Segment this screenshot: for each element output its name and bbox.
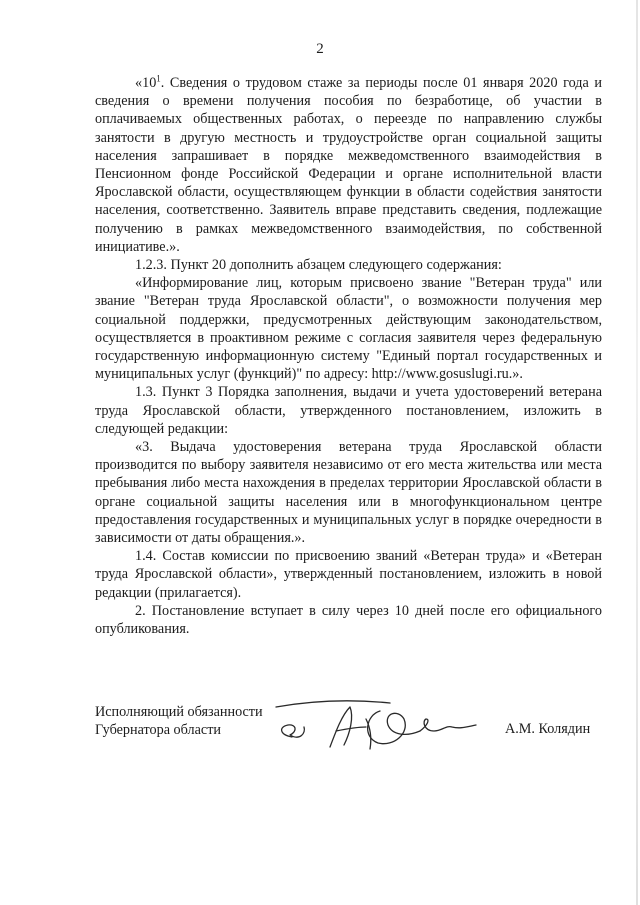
scan-edge [636,0,638,905]
paragraph-4: 1.3. Пункт 3 Порядка заполнения, выдачи и учета удостоверений ветерана труда Ярославской области, утвержденного постановлением, изложить в следующей редакции: [95,384,602,437]
signatory-name: А.М. Колядин [505,721,591,737]
signatory-title-line-1: Исполняющий обязанности [95,704,263,720]
signature-block [95,703,615,763]
superscript-1: 1 [156,73,161,84]
signatory-title [95,703,263,739]
paragraph-3: «Информирование лиц, которым присвоено звание "Ветеран труда" или звание "Ветеран труда Ярославской области", о возможности получения мер социальной поддержки, предусмотренных действующим законодательством, осуществляется в проактивном режиме с согласия заявителя через федеральную государственную информационную систему "Единый портал государственных и муниципальных услуг (функций)" по адресу: http://www.gosuslugi.ru.». [95,275,602,383]
signatory-title-line-2: Губернатора области [95,722,221,738]
handwritten-signature [270,697,485,759]
document-body [95,74,602,638]
paragraph-7: 2. Постановление вступает в силу через 10 дней после его официального опубликования. [95,602,602,638]
paragraph-6: 1.4. Состав комиссии по присвоению званий «Ветеран труда» и «Ветеран труда Ярославской области», утвержденный постановлением, изложить в новой редакции (прилагается). [95,548,602,601]
paragraph-5: «3. Выдача удостоверения ветерана труда Ярославской области производится по выбору заявителя независимо от его места жительства или места пребывания либо места нахождения в пределах территории Ярославской области в органе социальной защиты населения или в многофункциональном центре предоставления государственных и муниципальных услуг в порядке очередности в зависимости от даты обращения.». [95,439,602,547]
paragraph-1 [95,74,602,256]
paragraph-2: 1.2.3. Пункт 20 дополнить абзацем следующего содержания: [135,257,502,274]
page-number: 2 [316,41,324,57]
paragraph-1-text: . Сведения о трудовом стаже за периоды после 01 января 2020 года и сведения о времени получения пособия по безработице, об участии в оплачиваемых общественных работах, о переезде по направлению службы занятости в другую местность и трудоустройстве орган социальной защиты населения запрашивает в порядке межведомственного взаимодействия в Пенсионном фонде Российской Федерации и органе исполнительной власти Ярославской области, осуществляющем функции в области содействия занятости населения, соответственно. Заявитель вправе представить сведения, подлежащие получению в рамках межведомственного взаимодействия, по собственной инициативе.». [95,75,602,255]
paragraph-1-lead: «10 [135,75,157,91]
